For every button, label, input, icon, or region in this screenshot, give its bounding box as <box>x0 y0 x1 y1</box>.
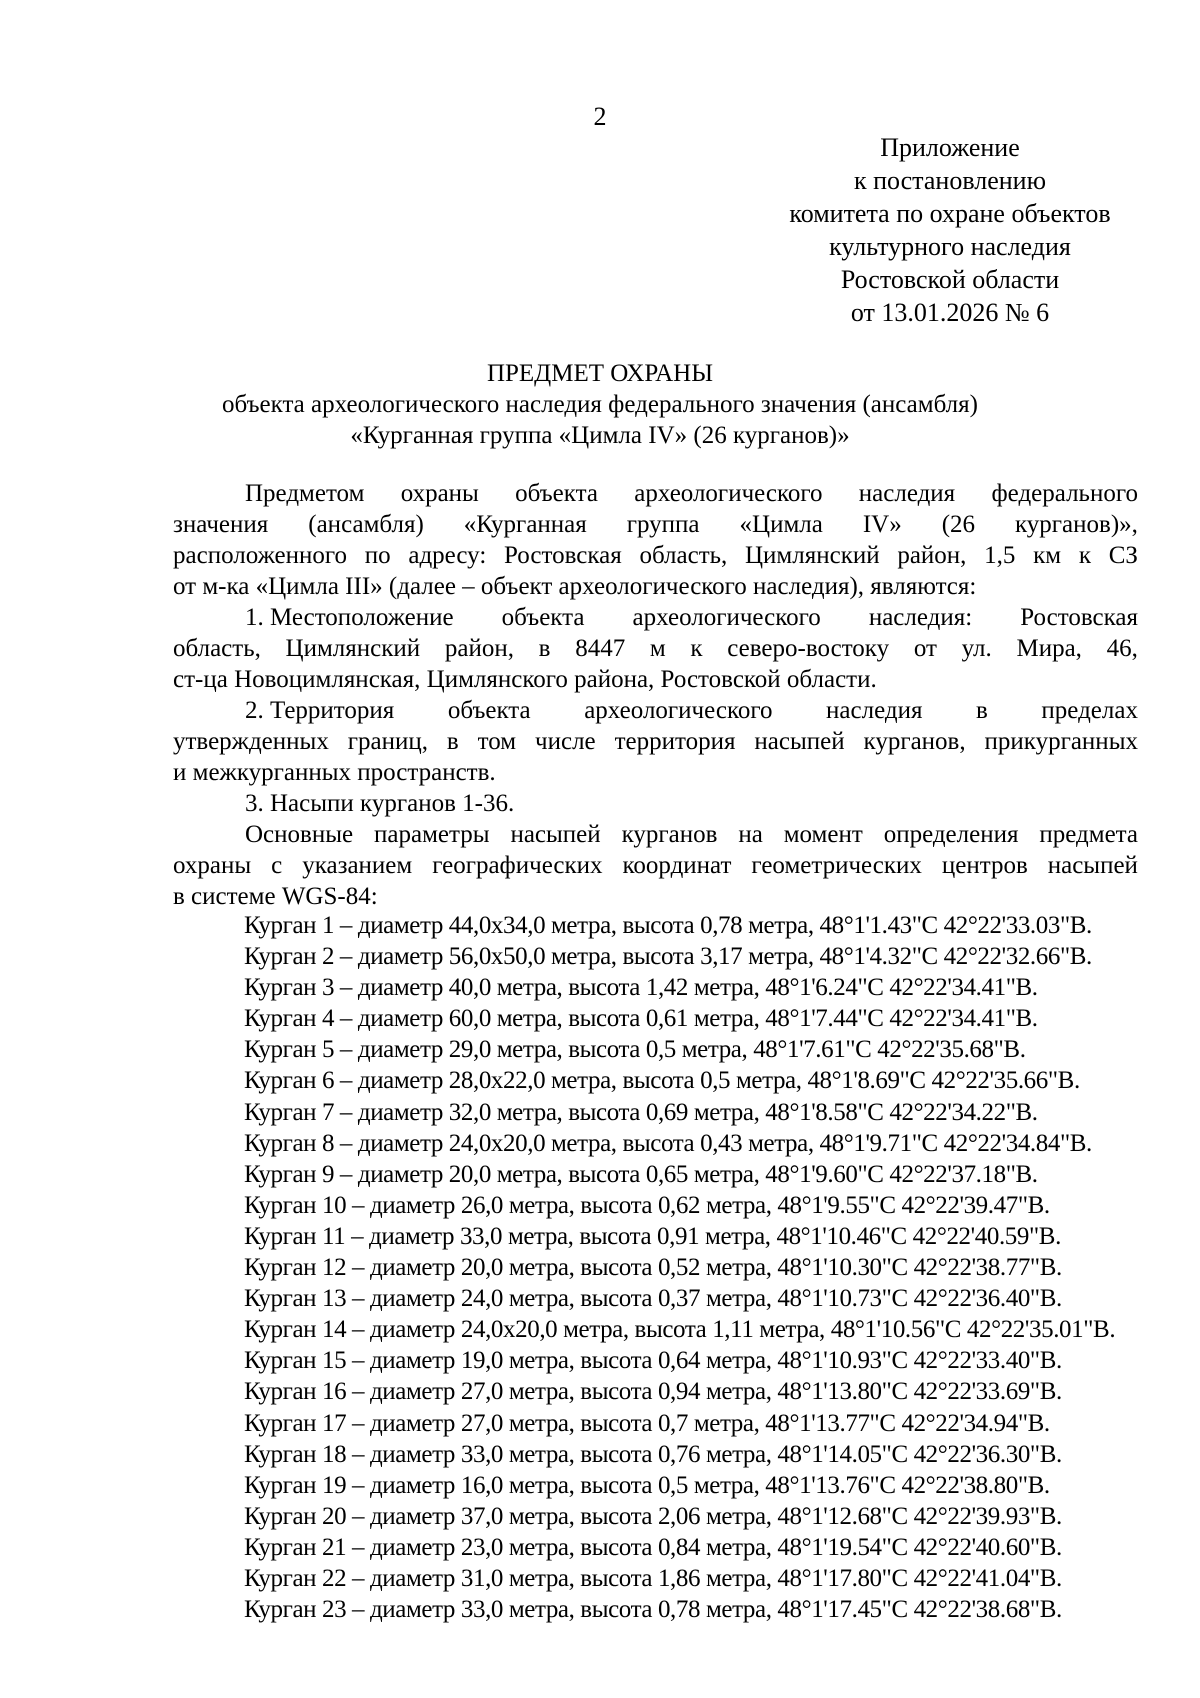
appendix-line: Ростовской области <box>840 265 1060 294</box>
word: в <box>538 635 551 662</box>
word: курганов <box>621 821 718 848</box>
word: 46, <box>1106 635 1138 662</box>
word: археологического <box>632 604 821 631</box>
word: насыпей <box>510 821 601 848</box>
word: СЗ <box>1108 542 1138 569</box>
word: «Цимла <box>739 511 823 538</box>
word: геометрических <box>751 852 922 879</box>
kurgan-entry: Курган 2 – диаметр 56,0х50,0 метра, высота 3,17 метра, 48°1'4.32"С 42°22'32.66"В. <box>244 943 1092 971</box>
item3-line: 3. Насыпи курганов 1-36. <box>245 790 515 817</box>
appendix-line: к постановлению <box>853 166 1047 195</box>
kurgan-entry: Курган 22 – диаметр 31,0 метра, высота 1,86 метра, 48°1'17.80"С 42°22'41.04"В. <box>244 1564 1062 1592</box>
word: на <box>738 821 763 848</box>
word: прикурганных <box>984 728 1138 755</box>
word: область, <box>173 635 261 662</box>
appendix-line: культурного наследия <box>829 232 1071 261</box>
word: курганов)», <box>1015 511 1138 538</box>
document-body <box>173 478 1138 912</box>
word: в <box>446 728 459 755</box>
word: утвержденных <box>173 728 329 755</box>
word: Мира, <box>1016 635 1082 662</box>
word: Ростовская <box>504 542 622 569</box>
title-subline: «Курганная группа «Цимла IV» (26 курганов)» <box>350 422 850 449</box>
kurgan-entry: Курган 13 – диаметр 24,0 метра, высота 0,37 метра, 48°1'10.73"С 42°22'36.40"В. <box>244 1285 1062 1313</box>
word: объекта <box>501 604 585 631</box>
word: момент <box>783 821 863 848</box>
kurgan-entry: Курган 21 – диаметр 23,0 метра, высота 0,84 метра, 48°1'19.54"С 42°22'40.60"В. <box>244 1533 1062 1561</box>
word: археологического <box>584 697 773 724</box>
kurgan-entry: Курган 4 – диаметр 60,0 метра, высота 0,61 метра, 48°1'7.44"С 42°22'34.41"В. <box>244 1005 1038 1033</box>
appendix-date-line: от 13.01.2026 № 6 <box>850 298 1050 327</box>
word: адресу: <box>408 542 487 569</box>
word: охраны <box>400 480 479 507</box>
intro-line: от м-ка «Цимла III» (далее – объект археологического наследия), являются: <box>173 573 977 600</box>
kurgan-entry: Курган 23 – диаметр 33,0 метра, высота 0,78 метра, 48°1'17.45"С 42°22'38.68"В. <box>244 1596 1062 1624</box>
kurgan-entry: Курган 7 – диаметр 32,0 метра, высота 0,69 метра, 48°1'8.58"С 42°22'34.22"В. <box>244 1098 1038 1126</box>
word: в <box>976 697 988 724</box>
word: к <box>690 635 703 662</box>
word: параметры <box>374 821 490 848</box>
word: группа <box>626 511 700 538</box>
item2-line <box>173 695 1138 726</box>
word: значения <box>173 511 269 538</box>
appendix-line: комитета по охране объектов <box>789 199 1111 228</box>
word: по <box>364 542 391 569</box>
kurgan-entry: Курган 18 – диаметр 33,0 метра, высота 0,76 метра, 48°1'14.05"С 42°22'36.30"В. <box>244 1440 1062 1468</box>
kurgan-entry: Курган 10 – диаметр 26,0 метра, высота 0,62 метра, 48°1'9.55"С 42°22'39.47"В. <box>244 1191 1050 1219</box>
word: археологического <box>634 480 823 507</box>
title-subline: объекта археологического наследия федерального значения (ансамбля) <box>222 391 978 418</box>
word: северо-востоку <box>727 635 890 662</box>
word: (26 <box>941 511 976 538</box>
item2-line: и межкурганных пространств. <box>173 759 496 786</box>
word: «Курганная <box>463 511 587 538</box>
word: IV» <box>862 511 902 538</box>
word: от <box>913 635 937 662</box>
word: указанием <box>302 852 413 879</box>
word: пределах <box>1041 697 1138 724</box>
word: расположенного <box>173 542 348 569</box>
intro-line <box>173 540 1138 571</box>
title-heading: ПРЕДМЕТ ОХРАНЫ <box>486 360 714 387</box>
params-line <box>173 850 1138 881</box>
kurgan-entry: Курган 1 – диаметр 44,0х34,0 метра, высота 0,78 метра, 48°1'1.43"С 42°22'33.03"В. <box>244 912 1092 939</box>
word: охраны <box>173 852 252 879</box>
kurgan-entry: Курган 6 – диаметр 28,0х22,0 метра, высота 0,5 метра, 48°1'8.69"С 42°22'35.66"В. <box>244 1067 1080 1095</box>
params-line <box>173 819 1138 850</box>
word: наследия: <box>868 604 973 631</box>
word: Предметом <box>245 480 365 507</box>
intro-line <box>173 509 1138 540</box>
word: Ростовская <box>1020 604 1138 631</box>
kurgan-entry: Курган 8 – диаметр 24,0х20,0 метра, высота 0,43 метра, 48°1'9.71"С 42°22'34.84"В. <box>244 1129 1092 1157</box>
page-number: 2 <box>593 102 607 131</box>
kurgan-entry: Курган 5 – диаметр 29,0 метра, высота 0,5 метра, 48°1'7.61"С 42°22'35.68"В. <box>244 1036 1026 1064</box>
word: район, <box>897 542 967 569</box>
kurgan-entry: Курган 12 – диаметр 20,0 метра, высота 0,52 метра, 48°1'10.30"С 42°22'38.77"В. <box>244 1254 1062 1282</box>
word: территория <box>614 728 736 755</box>
kurgan-entry: Курган 9 – диаметр 20,0 метра, высота 0,65 метра, 48°1'9.60"С 42°22'37.18"В. <box>244 1160 1038 1188</box>
kurgan-entry: Курган 15 – диаметр 19,0 метра, высота 0,64 метра, 48°1'10.93"С 42°22'33.40"В. <box>244 1347 1062 1375</box>
word: числе <box>535 728 596 755</box>
word: курганов, <box>863 728 966 755</box>
kurgan-entry: Курган 11 – диаметр 33,0 метра, высота 0,91 метра, 48°1'10.46"С 42°22'40.59"В. <box>244 1222 1061 1250</box>
document-title <box>0 358 1200 451</box>
word: определения <box>883 821 1019 848</box>
word: наследия <box>858 480 956 507</box>
word: км <box>1033 542 1062 569</box>
word: Цимлянский <box>745 542 880 569</box>
word: 2. Территория <box>245 697 395 724</box>
word: 1,5 <box>984 542 1016 569</box>
word: м <box>649 635 666 662</box>
kurgan-entry: Курган 19 – диаметр 16,0 метра, высота 0,5 метра, 48°1'13.76"С 42°22'38.80"В. <box>244 1471 1050 1499</box>
word: границ, <box>347 728 428 755</box>
word: том <box>477 728 517 755</box>
kurgan-entry: Курган 17 – диаметр 27,0 метра, высота 0,7 метра, 48°1'13.77"С 42°22'34.94"В. <box>244 1409 1050 1437</box>
word: с <box>271 852 283 879</box>
word: объекта <box>515 480 598 507</box>
word: координат <box>622 852 732 879</box>
word: объекта <box>447 697 531 724</box>
word: к <box>1078 542 1091 569</box>
word: район, <box>444 635 514 662</box>
kurgan-list <box>244 910 1144 1625</box>
kurgan-entry: Курган 16 – диаметр 27,0 метра, высота 0,94 метра, 48°1'13.80"С 42°22'33.69"В. <box>244 1378 1062 1406</box>
word: Цимлянский <box>285 635 421 662</box>
word: насыпей <box>1047 852 1138 879</box>
word: предмета <box>1039 821 1138 848</box>
params-line: в системе WGS-84: <box>173 883 378 910</box>
word: федерального <box>991 480 1138 507</box>
word: наследия <box>826 697 923 724</box>
appendix-line: Приложение <box>880 133 1020 162</box>
word: географических <box>432 852 603 879</box>
item1-line: ст-ца Новоцимлянская, Цимлянского района, Ростовской области. <box>173 666 877 693</box>
word: (ансамбля) <box>308 511 424 538</box>
word: Основные <box>245 821 354 848</box>
word: ул. <box>961 635 992 662</box>
item1-line <box>173 602 1138 633</box>
kurgan-entry: Курган 14 – диаметр 24,0х20,0 метра, высота 1,11 метра, 48°1'10.56"С 42°22'35.01"В. <box>244 1316 1116 1344</box>
word: центров <box>941 852 1028 879</box>
word: насыпей <box>754 728 845 755</box>
item1-line <box>173 633 1138 664</box>
kurgan-entry: Курган 20 – диаметр 37,0 метра, высота 2,06 метра, 48°1'12.68"С 42°22'39.93"В. <box>244 1502 1062 1530</box>
kurgan-entry: Курган 3 – диаметр 40,0 метра, высота 1,42 метра, 48°1'6.24"С 42°22'34.41"В. <box>244 974 1038 1002</box>
word: 8447 <box>575 635 626 662</box>
intro-line <box>173 478 1138 509</box>
appendix-block <box>760 131 1140 329</box>
word: 1. Местоположение <box>245 604 454 631</box>
word: область, <box>639 542 728 569</box>
item2-line <box>173 726 1138 757</box>
